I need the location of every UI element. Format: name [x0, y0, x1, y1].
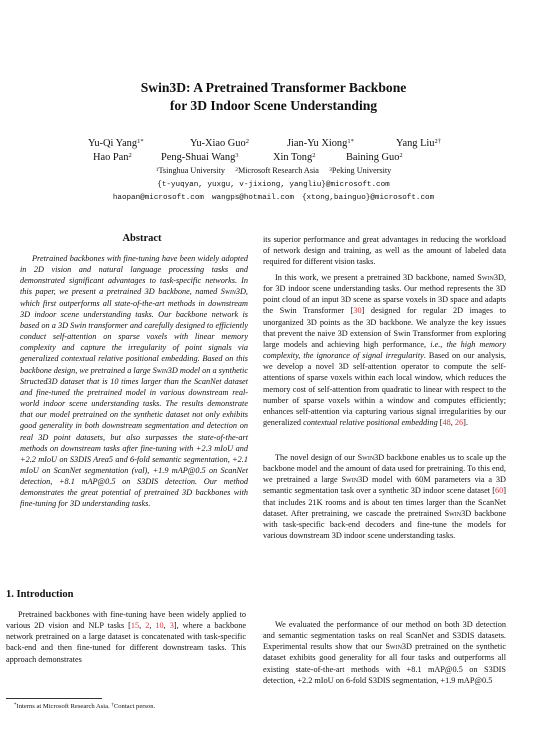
- author: Jian-Yu Xiong$^{1*}$: [287, 138, 354, 149]
- footnote: *Interns at Microsoft Research Asia. †Contact person.: [14, 703, 156, 710]
- citation-link[interactable]: 60: [495, 486, 504, 496]
- citation-link[interactable]: 2: [145, 621, 150, 631]
- email-line-1: {t-yuqyan, yuxgu, v-jixiong, yangliu}@microsoft.com: [157, 181, 390, 189]
- citation-link[interactable]: 15: [130, 621, 140, 631]
- citation-link[interactable]: 10: [155, 621, 164, 631]
- author: Hao Pan$^2$: [93, 152, 132, 163]
- citation-link[interactable]: 26: [454, 418, 464, 428]
- author: Peng-Shuai Wang$^3$: [161, 152, 239, 163]
- abstract-heading: Abstract: [122, 233, 162, 244]
- author: Xin Tong$^2$: [273, 152, 316, 163]
- paper-title-line-2: for 3D Indoor Scene Understanding: [169, 98, 378, 113]
- author: Yu-Qi Yang$^{1*}$: [88, 138, 144, 149]
- intro-paragraph: Pretrained backbones with fine-tuning have been widely applied to various 2D vision and NLP tasks [15, 2, 10, 3], where a backbone network pretrained on a large dataset is concatenated with task-specific back-end and then fine-tuned for different downstream tasks. This approach demonstrates: [6, 610, 247, 664]
- intro-paragraph: The novel design of our Swin3D backbone enables us to scale up the backbone model and the amount of data used for pretraining. To this end, we pretrained a large Swin3D model with 60M parameters via a 3D semantic segmentation task over a synthetic 3D indoor scene dataset [60] that includes 21K rooms and is about ten times larger than the ScanNet dataset. After pretraining, we cascade the pretrained Swin3D backbone with task-specific back-end decoders and fine-tune the models for various downstream 3D indoor scene understanding tasks.: [263, 453, 506, 541]
- citation-link[interactable]: 30: [353, 306, 362, 316]
- paper-title-line-1: Swin3D: A Pretrained Transformer Backbone: [140, 80, 407, 95]
- author: Baining Guo$^2$: [346, 152, 403, 163]
- abstract-text: Pretrained backbones with fine-tuning have been widely adopted in 2D vision and natural language processing tasks and demonstrated significant advantages to task-specific networks. In this paper, we present a pretrained 3D backbone, named Swin3D, which first outperforms all state-of-the-art methods in downstream 3D indoor scene understanding tasks. Our backbone network is based on a 3D Swin transformer and carefully designed to efficiently conduct self-attention on sparse voxels with linear memory complexity and capture the irregularity of point signals via generalized contextual relative positional embedding. Based on this backbone design, we pretrained a large Swin3D model on a synthetic Structed3D dataset that is 10 times larger than the ScanNet dataset and fine-tuned the pretrained model in various downstream real-world indoor scene understanding tasks. The results demonstrate that our model pretrained on the synthetic dataset not only exhibits good generality in both downstream segmentation and detection on real 3D point datasets, but also surpasses the state-of-the-art methods on downstream tasks after fine-tuning with +2.3 mIoU and +2.2 mIoU on S3DIS Area5 and 6-fold semantic segmentation, +2.1 mIoU on ScanNet segmentation (val), +1.9 mAP@0.5 on ScanNet detection, +8.1 mAP@0.5 on S3DIS detection. Our method demonstrates the great potential of pretrained 3D backbones with fine-tuning for 3D understanding tasks.: [20, 254, 248, 509]
- intro-paragraph-continued: its superior performance and great advantages in reducing the workload of network design and training, as well as the amount of labeled data required for different vision tasks.: [263, 235, 506, 267]
- citation-link[interactable]: 3: [169, 621, 174, 631]
- author: Yu-Xiao Guo$^2$: [190, 138, 249, 149]
- author: Yang Liu$^{2\dagger}$: [396, 138, 441, 149]
- footnote-divider: [6, 698, 102, 699]
- citation-link[interactable]: 48: [442, 418, 451, 428]
- introduction-heading: 1. Introduction: [6, 589, 74, 600]
- intro-paragraph: We evaluated the performance of our method on both 3D detection and semantic segmentation tasks on real ScanNet and S3DIS datasets. Experimental results show that our Swin3D pretrained on the synthetic dataset exhibits good generality for all four tasks and outperforms all existing state-of-the-art methods with +8.1 mAP@0.5 on S3DIS detection, +2.2 mIoU on 6-fold S3DIS segmentation, +1.9 mAP@0.5: [263, 620, 506, 685]
- affiliations: $^1$Tsinghua University $^2$Microsoft Research Asia $^3$Peking University: [155, 166, 392, 175]
- intro-paragraph: In this work, we present a pretrained 3D backbone, named Swin3D, for 3D indoor scene understanding tasks. Our method represents the 3D point cloud of an input 3D scene as sparse voxels in 3D space and adapts the Swin Transformer [30] designed for regular 2D images to unorganized 3D points as the 3D backbone. We analyze the key issues that prevent the naive 3D extension of Swin Transformer from exploring large models and achieving high performance, i.e., the high memory complexity, the ignorance of signal irregularity. Based on our analysis, we develop a novel 3D self-attention operator to compute the self-attentions of sparse voxels within each local window, which reduces the memory cost of self-attention from quadratic to linear with respect to the number of sparse voxels within a window and computes efficiently; enhances self-attention via capturing various signal irregularities by our generalized contextual relative positional embedding [48, 26].: [263, 273, 507, 428]
- email-line-2: haopan@microsoft.com wangps@hotmail.com {xtong,bainguo}@microsoft.com: [112, 194, 435, 202]
